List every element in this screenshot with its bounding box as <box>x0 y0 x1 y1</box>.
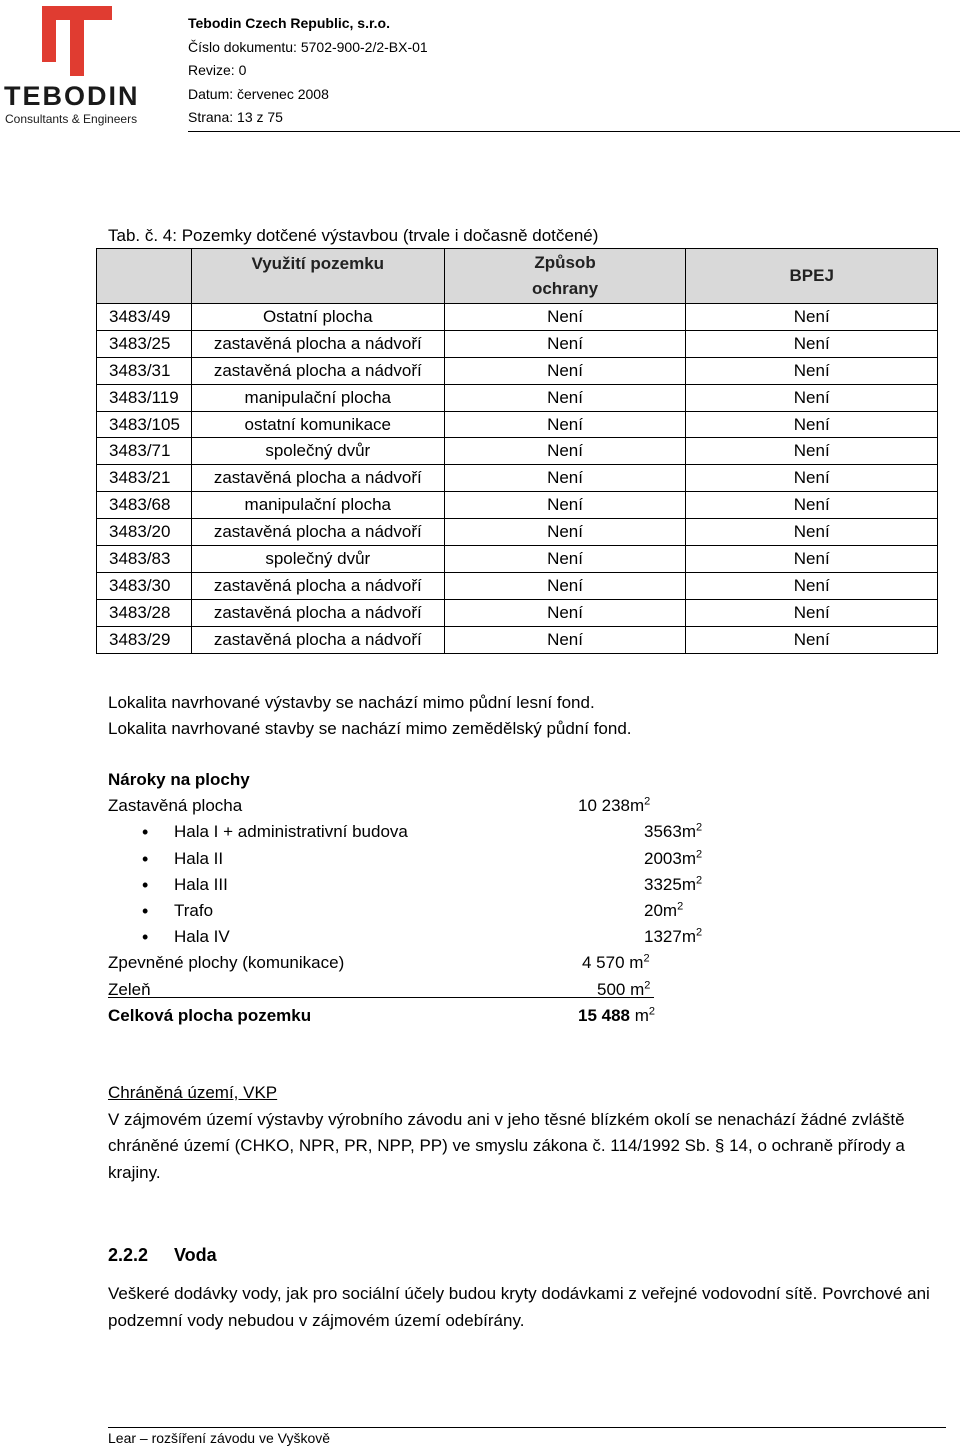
area-item-value: $3325m^2$ <box>644 874 703 894</box>
paved-area-value: 4 570 $m^2$ <box>582 952 650 973</box>
parcels-table <box>96 248 938 654</box>
tebodin-logo <box>0 0 160 130</box>
area-item-label: Hala III <box>174 874 228 894</box>
land-use-cell: zastavěná plocha a nádvoří <box>191 330 444 357</box>
green-area-label: Zeleň <box>108 979 151 999</box>
table-caption: Tab. č. 4: Pozemky dotčené výstavbou (trvale i dočasně dotčené) <box>108 226 599 245</box>
area-item-value: $2003m^2$ <box>644 847 703 868</box>
area-item-label: Trafo <box>174 900 214 920</box>
header-divider <box>188 131 960 132</box>
land-use-cell: společný dvůr <box>191 546 444 573</box>
table-row <box>97 384 938 411</box>
land-use-cell: zastavěná plocha a nádvoří <box>191 465 444 492</box>
table-row <box>97 411 938 438</box>
bpej-cell: Není <box>686 411 938 438</box>
parcel-number-cell: 3483/30 <box>97 572 192 599</box>
protection-cell: Není <box>444 411 686 438</box>
bullet-icon: • <box>142 848 149 869</box>
document-header <box>188 12 428 130</box>
green-area-value: 500 $m^2$ <box>597 978 651 999</box>
note-forest: Lokalita navrhované výstavby se nachází mimo půdní lesní fond. <box>108 693 595 712</box>
protection-cell: Není <box>444 438 686 465</box>
total-area-value: 15 488 $m^2$ <box>578 1005 656 1025</box>
area-item <box>108 924 708 950</box>
footer-text: Lear – rozšíření závodu ve Vyškově <box>108 1430 331 1446</box>
table-row <box>97 546 938 573</box>
header-protection: Způsob ochrany <box>444 249 686 304</box>
table-row <box>97 572 938 599</box>
table-row <box>97 599 938 626</box>
header-parcel <box>97 249 192 304</box>
bpej-cell: Není <box>686 330 938 357</box>
parcel-number-cell: 3483/31 <box>97 357 192 384</box>
area-item-label: Hala I + administrativní budova <box>174 822 408 842</box>
area-item-label: Hala IV <box>174 927 230 947</box>
area-item <box>108 898 708 924</box>
logo-name: TEBODIN <box>4 81 140 111</box>
footer-divider <box>108 1427 946 1428</box>
doc-date: Datum: červenec 2008 <box>188 85 329 102</box>
built-area-label: Zastavěná plocha <box>108 796 243 816</box>
area-item-value: $20m^2$ <box>644 900 684 920</box>
company-name: Tebodin Czech Republic, s.r.o. <box>188 15 390 31</box>
table-row <box>97 465 938 492</box>
header-bpej: BPEJ <box>686 249 938 304</box>
land-use-cell: ostatní komunikace <box>191 411 444 438</box>
protection-cell: Není <box>444 304 686 331</box>
area-requirements <box>108 767 708 1029</box>
parcel-number-cell: 3483/71 <box>97 438 192 465</box>
land-use-cell: manipulační plocha <box>191 492 444 519</box>
protection-cell: Není <box>444 546 686 573</box>
revision: Revize: 0 <box>188 62 247 78</box>
parcel-number-cell: 3483/83 <box>97 546 192 573</box>
logo-t-shape-dark <box>42 6 56 62</box>
paved-area-label: Zpevněné plochy (komunikace) <box>108 953 345 973</box>
protection-cell: Není <box>444 626 686 653</box>
protection-cell: Není <box>444 330 686 357</box>
table-row <box>97 357 938 384</box>
protection-cell: Není <box>444 465 686 492</box>
land-use-cell: Ostatní plocha <box>191 304 444 331</box>
parcel-number-cell: 3483/25 <box>97 330 192 357</box>
bpej-cell: Není <box>686 465 938 492</box>
note-agricultural: Lokalita navrhované stavby se nachází mimo zemědělský půdní fond. <box>108 719 632 738</box>
area-item <box>108 819 708 845</box>
water-text: Veškeré dodávky vody, jak pro sociální účely budou kryty dodávkami z veřejné vodovodní sítě. Povrchové ani podzemní vody nebudou v zájmovém území odebírány. <box>108 1284 930 1330</box>
bullet-icon: • <box>142 900 149 921</box>
area-item-value: $1327m^2$ <box>644 926 703 947</box>
land-use-cell: zastavěná plocha a nádvoří <box>191 626 444 653</box>
land-use-cell: zastavěná plocha a nádvoří <box>191 599 444 626</box>
bpej-cell: Není <box>686 304 938 331</box>
areas-title: Nároky na plochy <box>108 770 250 789</box>
bpej-cell: Není <box>686 492 938 519</box>
land-use-cell: manipulační plocha <box>191 384 444 411</box>
land-use-cell: zastavěná plocha a nádvoří <box>191 519 444 546</box>
bpej-cell: Není <box>686 519 938 546</box>
subtotal-underline <box>108 997 654 998</box>
parcel-number-cell: 3483/68 <box>97 492 192 519</box>
bullet-icon: • <box>142 822 149 843</box>
table-row <box>97 438 938 465</box>
land-use-cell: zastavěná plocha a nádvoří <box>191 572 444 599</box>
protection-cell: Není <box>444 572 686 599</box>
bpej-cell: Není <box>686 438 938 465</box>
bpej-cell: Není <box>686 384 938 411</box>
doc-number: Číslo dokumentu: 5702-900-2/2-BX-01 <box>188 38 428 55</box>
parcel-number-cell: 3483/105 <box>97 411 192 438</box>
built-area-value: 10 $238m^2$ <box>578 795 651 816</box>
bullet-icon: • <box>142 874 149 895</box>
area-item-label: Hala II <box>174 848 224 868</box>
table-row <box>97 330 938 357</box>
bpej-cell: Není <box>686 599 938 626</box>
area-item <box>108 872 708 898</box>
table-row <box>97 519 938 546</box>
land-use-cell: společný dvůr <box>191 438 444 465</box>
parcel-number-cell: 3483/29 <box>97 626 192 653</box>
protected-title: Chráněná území, VKP <box>108 1083 278 1102</box>
parcel-number-cell: 3483/119 <box>97 384 192 411</box>
parcel-number-cell: 3483/28 <box>97 599 192 626</box>
logo-tagline: Consultants & Engineers <box>5 112 138 126</box>
protected-areas-section <box>108 1080 948 1186</box>
protection-cell: Není <box>444 357 686 384</box>
section-title: Voda <box>174 1245 217 1265</box>
table-row <box>97 304 938 331</box>
bpej-cell: Není <box>686 626 938 653</box>
bpej-cell: Není <box>686 546 938 573</box>
notes <box>108 690 632 742</box>
area-item-value: $3563m^2$ <box>644 821 703 842</box>
header-land-use: Využití pozemku <box>191 249 444 304</box>
section-heading-water <box>108 1245 217 1266</box>
total-area-label: Celková plocha pozemku <box>108 1005 312 1025</box>
protection-cell: Není <box>444 519 686 546</box>
parcel-number-cell: 3483/20 <box>97 519 192 546</box>
land-use-cell: zastavěná plocha a nádvoří <box>191 357 444 384</box>
table-row <box>97 626 938 653</box>
protection-cell: Není <box>444 599 686 626</box>
area-item <box>108 846 708 872</box>
protected-text: V zájmovém území výstavby výrobního závodu ani v jeho těsné blízkém okolí se nenachází žádné zvláště chráněné území (CHKO, NPR, PR, NPP, PP) ve smyslu zákona č. 114/1992 Sb. § 14, o ochraně přírody a krajiny. <box>108 1109 905 1182</box>
protection-cell: Není <box>444 492 686 519</box>
parcel-number-cell: 3483/21 <box>97 465 192 492</box>
bpej-cell: Není <box>686 572 938 599</box>
parcel-number-cell: 3483/49 <box>97 304 192 331</box>
bpej-cell: Není <box>686 357 938 384</box>
section-number: 2.2.2 <box>108 1245 149 1265</box>
table-row <box>97 492 938 519</box>
protection-cell: Není <box>444 384 686 411</box>
bullet-icon: • <box>142 927 149 948</box>
page-number: Strana: 13 z 75 <box>188 109 283 125</box>
